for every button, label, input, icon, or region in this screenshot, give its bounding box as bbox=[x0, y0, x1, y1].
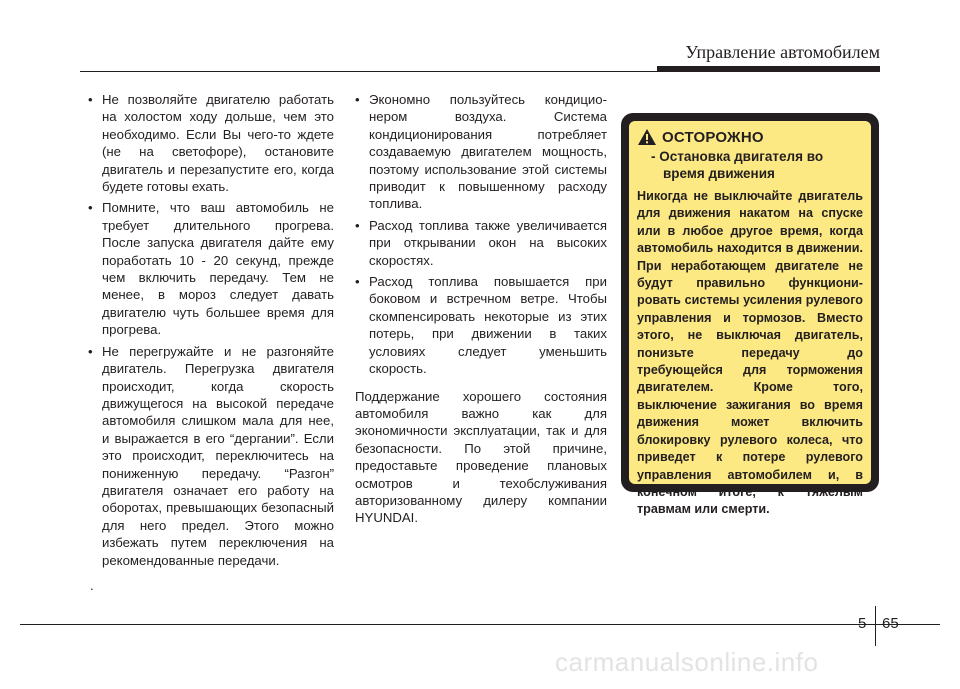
warning-subtitle: - Остановка двигателя во время движения bbox=[651, 149, 824, 181]
maintenance-paragraph: Поддержание хорошего состояния автомобиля важно как для экономичности эксплуатации, так и для безопасности. По этой причине, предоставьте проведение плановых осмотров и техобслуживания авторизованному дилеру компании HYUNDAI. bbox=[355, 388, 607, 526]
header-rule-accent bbox=[657, 66, 880, 72]
list-item: • Помните, что ваш автомобиль не требует длительного прогрева. После запуска двигателя дайте ему поработать 10 - 20 секунд, прежде чем включить передачу. Тем не менее, в мороз следует давать двигателю чуть большее время для прогрева. bbox=[88, 199, 334, 338]
header-title: Управление автомобилем bbox=[685, 42, 880, 62]
middle-column bbox=[355, 91, 607, 527]
list-item: • Не перегружайте и не разгоняйте двигатель. Перегрузка двигателя происходит, когда скорость движущегося на высокой передаче автомобиля слишком мала для нее, и выражается в его “дергании”. Если это происходит, переключитесь на пониженную передачу. “Разгон” двигателя означает его работу на оборотах, превышающих безопасный для него предел. Этого можно избежать путем переключения на рекомендованные передачи. bbox=[88, 343, 334, 569]
warning-body: Никогда не выключайте двигатель для движения накатом на спуске или в любое другое время, когда автомобиль находится в движении. При неработающем двигателе не будут правильно функциони- ровать системы усиления рулевого управления и тормозов. Вместо этого, не выключая двигатель, понизьте передачу до требующейся для торможения двигателем. Кроме того, выключение зажигания во время движения может включить блокировку рулевого колеса, что приведет к потере рулевого управления автомобилем и, в конечном итоге, к тяжелым травмам или смерти. bbox=[637, 189, 863, 517]
page-number: 65 bbox=[882, 615, 899, 632]
warning-triangle-icon bbox=[637, 128, 657, 146]
middle-bullet-list bbox=[355, 91, 607, 378]
chapter-number: 5 bbox=[858, 615, 867, 632]
page-divider bbox=[875, 606, 876, 646]
warning-title: ОСТОРОЖНО bbox=[662, 128, 764, 146]
warning-header bbox=[637, 128, 863, 146]
list-item: • Не позволяйте двигателю работать на холостом ходу дольше, чем это необходимо. Если Вы чего-то ждете (не на светофоре), остановите двигатель и перезапустите его, когда будете готовы ехать. bbox=[88, 91, 334, 195]
left-bullet-list bbox=[88, 91, 334, 569]
warning-box-content bbox=[629, 121, 871, 517]
list-item: • Расход топлива повышается при боковом и встречном ветре. Чтобы скомпенсировать некоторые из этих потерь, при движении в таких условиях следует уменьшить скорость. bbox=[355, 273, 607, 377]
watermark: carmanualsonline.info bbox=[555, 647, 819, 677]
left-column bbox=[88, 91, 334, 594]
trailing-mark: . bbox=[90, 577, 94, 593]
list-item: • Экономно пользуйтесь кондицио- нером воздуха. Система кондиционирования потребляет создаваемую двигателем мощность, поэтому использование этой системы приводит к повышенному расходу топлива. bbox=[355, 91, 607, 213]
footer-rule bbox=[20, 624, 940, 625]
list-item: • Расход топлива также увеличивается при открывании окон на высоких скоростях. bbox=[355, 217, 607, 269]
warning-box bbox=[621, 113, 879, 517]
